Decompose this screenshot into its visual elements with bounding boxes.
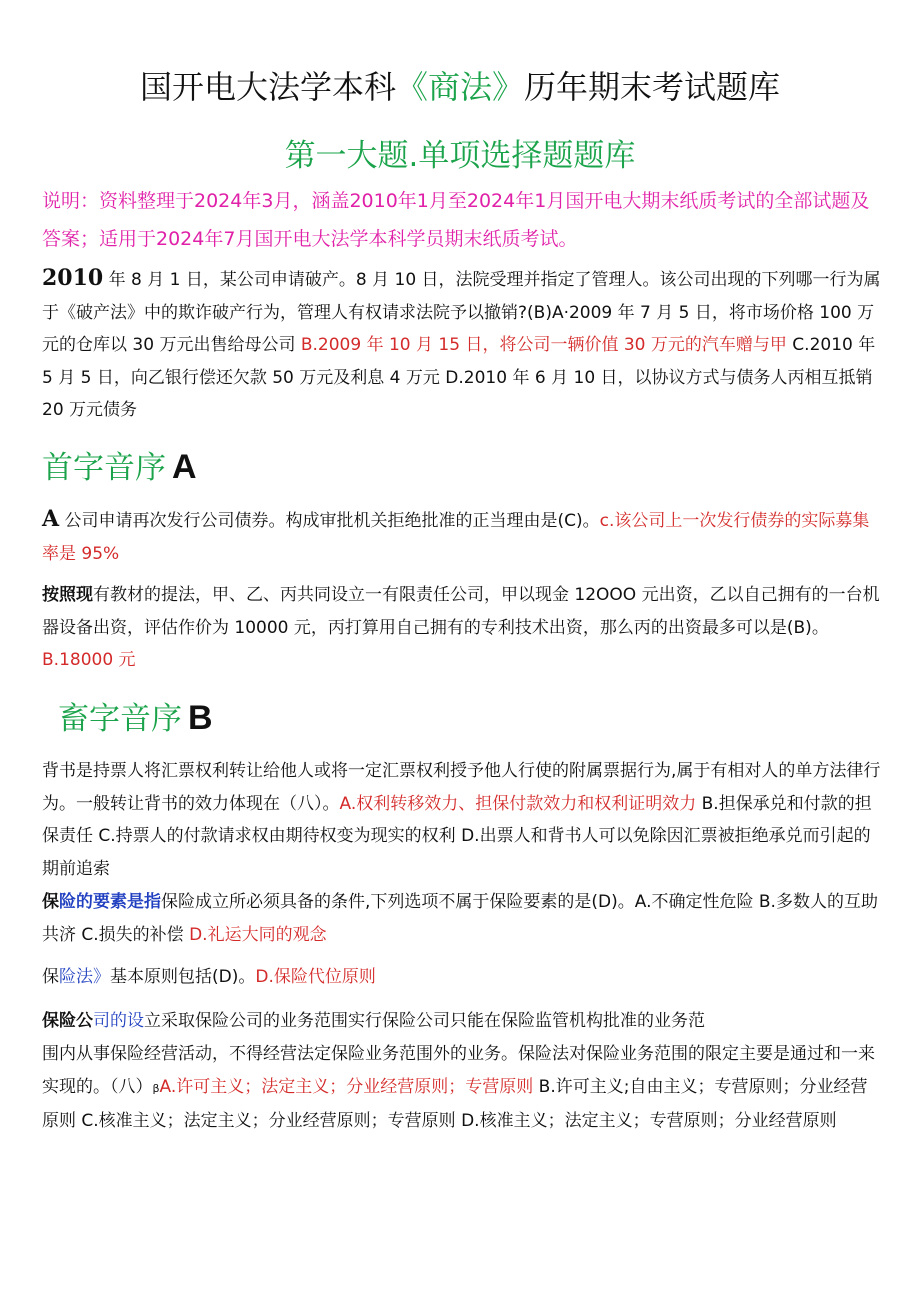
question-1-rest: C.2010 年 5 月 5 日，向乙银行偿还欠款 50 万元及利息 4 万元 D.2010 年 6 月 10 日，以协议方式与债务人丙相互抵销 20 万元债务 — [42, 335, 876, 420]
question-6-text: 基本原则包括(D)。 — [110, 967, 256, 987]
question-6-lead-2: 险法》 — [59, 967, 110, 987]
question-7-body — [42, 1038, 884, 1138]
question-7-answer: A.许可主义；法定主义；分业经营原则；专营原则 — [159, 1076, 534, 1097]
question-7-lead-1: 保险公 — [42, 1011, 93, 1031]
question-6-answer: D.保险代位原则 — [255, 967, 376, 987]
section-heading-b — [58, 693, 213, 738]
question-1 — [42, 262, 884, 427]
question-4-answer: A.权利转移效力、担保付款效力和权利证明效力 — [339, 793, 697, 814]
question-7-rest: B.许可主义;自由主义；专营原则；分业经营原则 C.核准主义；法定主义；分业经营原则；专营原则 D.核准主义；法定主义；专营原则；分业经营原则 — [42, 1076, 868, 1131]
section-a-label: 首字音序 — [42, 450, 166, 486]
question-5-lead-2: 险的要素是指 — [59, 892, 161, 912]
question-5-answer: D.礼运大同的观念 — [189, 924, 327, 945]
question-3-answer: B.18000 元 — [42, 650, 136, 670]
section-subtitle: 第一大题.单项选择题题库 — [284, 138, 636, 174]
question-4-rest: B.担保承兑和付款的担保责任 C.持票人的付款请求权由期待权变为现实的权利 D.出票人和背书人可以免除因汇票被拒绝承兑而引起的期前追索 — [42, 793, 872, 879]
question-5 — [42, 886, 884, 951]
title-highlight: 《商法》 — [395, 68, 524, 106]
question-2-lead: A — [42, 506, 60, 532]
question-7-mark: β — [152, 1081, 160, 1095]
question-4-text: 背书是持票人将汇票权利转让给他人或将一定汇票权利授予他人行使的附属票据行为,属于有相对人的单方法律行为。一般转让背书的效力体现在（八）。 — [42, 761, 881, 814]
question-3-text: 有教材的提法，甲、乙、丙共同设立一有限责任公司，甲以现金 12OOO 元出资，乙以自己拥有的一台机器设备出资，评估作价为 10000 元，丙打算用自己拥有的专利技术出资，那么丙的出资最多可以是(B)。 — [42, 585, 880, 638]
question-5-text: 保险成立所必须具备的条件,下列选项不属于保险要素的是(D)。A.不确定性危险 B.多数人的互助共济 C.损失的补偿 — [42, 892, 878, 945]
question-7-lead-2: 司的设 — [93, 1011, 144, 1031]
question-6-lead-1: 保 — [42, 967, 59, 987]
question-7-line-1 — [42, 1007, 884, 1035]
question-1-text: 年 8 月 1 日，某公司申请破产。8 月 10 日，法院受理并指定了管理人。该公司出现的下列哪一行为属于《破产法》中的欺诈破产行为，管理人有权请求法院予以撤销?(B)A·2009 年 7 月 5 日，将市场价格 100 万元的仓库以 30 万元出售给母公司 — [42, 270, 881, 355]
section-a-letter: A — [172, 448, 197, 486]
section-heading-a — [42, 442, 197, 487]
explanation-note: 说明：资料整理于2024年3月，涵盖2010年1月至2024年1月国开电大期末纸质考试的全部试题及答案；适用于2024年7月国开电大法学本科学员期末纸质考试。 — [42, 190, 870, 250]
document-title — [0, 62, 920, 108]
question-2-answer: c.该公司上一次发行债券的实际募集率是 95% — [42, 511, 870, 564]
section-b-label: 畜字音序 — [58, 701, 182, 737]
question-4 — [42, 755, 884, 885]
question-2-text: 公司申请再次发行公司债券。构成审批机关拒绝批准的正当理由是(C)。 — [59, 511, 600, 531]
question-5-lead-1: 保 — [42, 892, 59, 912]
question-2 — [42, 503, 884, 570]
question-1-lead: 2010 — [42, 265, 104, 291]
section-b-letter: B — [188, 699, 213, 737]
title-suffix: 历年期末考试题库 — [524, 68, 781, 106]
question-7-text: 围内从事保险经营活动，不得经营法定保险业务范围外的业务。保险法对保险业务范围的限定主要是通过和一来实现的。（八） — [42, 1044, 875, 1097]
question-6 — [42, 961, 884, 994]
question-3-lead: 按照现 — [42, 585, 93, 605]
title-prefix: 国开电大法学本科 — [139, 68, 396, 106]
question-3 — [42, 579, 884, 677]
question-1-answer: B.2009 年 10 月 15 日，将公司一辆价值 30 万元的汽车赠与甲 — [300, 335, 787, 355]
question-7-line1: 立采取保险公司的业务范围实行保险公司只能在保险监管机构批准的业务范 — [144, 1011, 705, 1031]
